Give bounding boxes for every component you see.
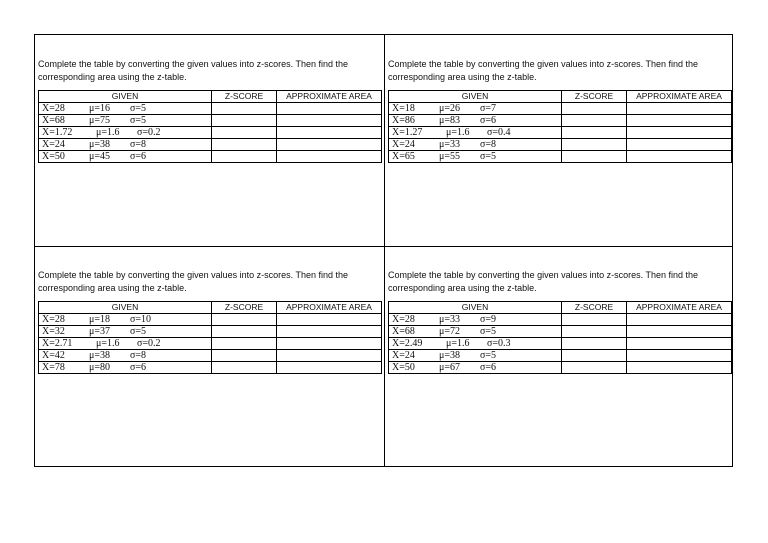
approximate-area-cell[interactable]	[627, 103, 732, 115]
table-row	[389, 326, 732, 338]
given-cell	[389, 127, 562, 139]
sd-value: σ=7	[480, 103, 497, 114]
mean-value: μ=72	[439, 326, 461, 337]
x-value: X=42	[42, 350, 65, 361]
given-cell	[389, 350, 562, 362]
mean-value: μ=1.6	[96, 127, 120, 138]
mean-value: μ=18	[89, 314, 111, 325]
sd-value: σ=6	[130, 362, 147, 373]
instructions: Complete the table by converting the given values into z-scores. Then find the corresponding area using the z-table.	[388, 270, 699, 293]
header-given: GIVEN	[389, 91, 562, 103]
quadrant-bottom-right	[388, 269, 730, 374]
table-row	[39, 338, 382, 350]
x-value: X=28	[392, 314, 415, 325]
z-score-cell[interactable]	[212, 115, 277, 127]
z-score-table	[38, 301, 382, 374]
table-row	[389, 350, 732, 362]
header-approximate-area: APPROXIMATE AREA	[627, 302, 732, 314]
sd-value: σ=5	[130, 326, 147, 337]
table-row	[39, 139, 382, 151]
approximate-area-cell[interactable]	[627, 314, 732, 326]
given-cell	[39, 326, 212, 338]
header-z-score: Z-SCORE	[562, 91, 627, 103]
table-row	[39, 103, 382, 115]
table-header-row	[39, 302, 382, 314]
header-given: GIVEN	[389, 302, 562, 314]
approximate-area-cell[interactable]	[277, 314, 382, 326]
mean-value: μ=33	[439, 139, 461, 150]
mean-value: μ=38	[89, 350, 111, 361]
x-value: X=28	[42, 103, 65, 114]
z-score-cell[interactable]	[562, 338, 627, 350]
mean-value: μ=16	[89, 103, 111, 114]
z-score-cell[interactable]	[562, 326, 627, 338]
sd-value: σ=0.4	[487, 127, 511, 138]
quadrant-top-right	[388, 58, 730, 163]
given-cell	[39, 350, 212, 362]
approximate-area-cell[interactable]	[277, 151, 382, 163]
z-score-table	[388, 90, 732, 163]
horizontal-divider	[35, 246, 732, 247]
mean-value: μ=67	[439, 362, 461, 373]
given-cell	[39, 338, 212, 350]
x-value: X=24	[42, 139, 65, 150]
x-value: X=50	[392, 362, 415, 373]
table-row	[389, 338, 732, 350]
table-row	[39, 115, 382, 127]
sd-value: σ=8	[480, 139, 497, 150]
header-given: GIVEN	[39, 302, 212, 314]
given-cell	[39, 127, 212, 139]
x-value: X=68	[42, 115, 65, 126]
approximate-area-cell[interactable]	[277, 362, 382, 374]
mean-value: μ=38	[439, 350, 461, 361]
header-approximate-area: APPROXIMATE AREA	[277, 302, 382, 314]
approximate-area-cell[interactable]	[277, 115, 382, 127]
x-value: X=1.27	[392, 127, 423, 138]
x-value: X=68	[392, 326, 415, 337]
approximate-area-cell[interactable]	[627, 115, 732, 127]
approximate-area-cell[interactable]	[627, 338, 732, 350]
given-cell	[39, 139, 212, 151]
z-score-cell[interactable]	[212, 314, 277, 326]
table-header-row	[39, 91, 382, 103]
mean-value: μ=83	[439, 115, 461, 126]
table-row	[389, 139, 732, 151]
mean-value: μ=80	[89, 362, 111, 373]
approximate-area-cell[interactable]	[627, 127, 732, 139]
x-value: X=78	[42, 362, 65, 373]
z-score-cell[interactable]	[212, 350, 277, 362]
approximate-area-cell[interactable]	[277, 127, 382, 139]
sd-value: σ=6	[130, 151, 147, 162]
given-cell	[389, 362, 562, 374]
header-given: GIVEN	[39, 91, 212, 103]
given-cell	[389, 115, 562, 127]
quadrant-top-left	[38, 58, 380, 163]
table-row	[389, 103, 732, 115]
approximate-area-cell[interactable]	[277, 326, 382, 338]
table-row	[389, 115, 732, 127]
table-row	[39, 350, 382, 362]
mean-value: μ=55	[439, 151, 461, 162]
sd-value: σ=5	[130, 103, 147, 114]
sd-value: σ=0.2	[137, 338, 161, 349]
instructions: Complete the table by converting the given values into z-scores. Then find the corresponding area using the z-table.	[38, 59, 349, 82]
approximate-area-cell[interactable]	[627, 139, 732, 151]
sd-value: σ=5	[130, 115, 147, 126]
approximate-area-cell[interactable]	[627, 362, 732, 374]
table-row	[389, 362, 732, 374]
mean-value: μ=45	[89, 151, 111, 162]
x-value: X=24	[392, 139, 415, 150]
z-score-cell[interactable]	[562, 127, 627, 139]
header-approximate-area: APPROXIMATE AREA	[277, 91, 382, 103]
table-row	[39, 326, 382, 338]
x-value: X=32	[42, 326, 65, 337]
z-score-table	[388, 301, 732, 374]
z-score-cell[interactable]	[212, 326, 277, 338]
table-row	[39, 362, 382, 374]
x-value: X=1.72	[42, 127, 73, 138]
approximate-area-cell[interactable]	[627, 350, 732, 362]
given-cell	[389, 139, 562, 151]
instructions: Complete the table by converting the given values into z-scores. Then find the corresponding area using the z-table.	[388, 59, 699, 82]
table-header-row	[389, 91, 732, 103]
x-value: X=2.71	[42, 338, 73, 349]
mean-value: μ=1.6	[446, 127, 470, 138]
table-row	[39, 127, 382, 139]
approximate-area-cell[interactable]	[627, 151, 732, 163]
given-cell	[39, 103, 212, 115]
z-score-cell[interactable]	[562, 350, 627, 362]
approximate-area-cell[interactable]	[277, 139, 382, 151]
approximate-area-cell[interactable]	[277, 338, 382, 350]
sd-value: σ=0.3	[487, 338, 511, 349]
mean-value: μ=37	[89, 326, 111, 337]
z-score-cell[interactable]	[212, 362, 277, 374]
header-approximate-area: APPROXIMATE AREA	[627, 91, 732, 103]
given-cell	[389, 151, 562, 163]
mean-value: μ=75	[89, 115, 111, 126]
table-row	[389, 127, 732, 139]
sd-value: σ=8	[130, 139, 147, 150]
approximate-area-cell[interactable]	[627, 326, 732, 338]
given-cell	[389, 103, 562, 115]
x-value: X=50	[42, 151, 65, 162]
mean-value: μ=1.6	[96, 338, 120, 349]
approximate-area-cell[interactable]	[277, 350, 382, 362]
header-z-score: Z-SCORE	[212, 91, 277, 103]
table-header-row	[389, 302, 732, 314]
mean-value: μ=1.6	[446, 338, 470, 349]
given-cell	[39, 115, 212, 127]
z-score-cell[interactable]	[212, 127, 277, 139]
z-score-cell[interactable]	[562, 139, 627, 151]
z-score-cell[interactable]	[562, 151, 627, 163]
header-z-score: Z-SCORE	[562, 302, 627, 314]
mean-value: μ=33	[439, 314, 461, 325]
sd-value: σ=6	[480, 362, 497, 373]
mean-value: μ=26	[439, 103, 461, 114]
approximate-area-cell[interactable]	[277, 103, 382, 115]
given-cell	[39, 362, 212, 374]
given-cell	[389, 326, 562, 338]
z-score-cell[interactable]	[212, 338, 277, 350]
sd-value: σ=5	[480, 151, 497, 162]
z-score-cell[interactable]	[562, 115, 627, 127]
sd-value: σ=10	[130, 314, 152, 325]
x-value: X=86	[392, 115, 415, 126]
z-score-cell[interactable]	[212, 103, 277, 115]
table-row	[39, 151, 382, 163]
sd-value: σ=0.2	[137, 127, 161, 138]
sd-value: σ=5	[480, 326, 497, 337]
x-value: X=18	[392, 103, 415, 114]
x-value: X=24	[392, 350, 415, 361]
x-value: X=65	[392, 151, 415, 162]
given-cell	[389, 314, 562, 326]
x-value: X=28	[42, 314, 65, 325]
mean-value: μ=38	[89, 139, 111, 150]
sd-value: σ=9	[480, 314, 497, 325]
given-cell	[39, 151, 212, 163]
z-score-cell[interactable]	[562, 103, 627, 115]
z-score-cell[interactable]	[562, 314, 627, 326]
table-row	[389, 151, 732, 163]
given-cell	[39, 314, 212, 326]
x-value: X=2.49	[392, 338, 423, 349]
header-z-score: Z-SCORE	[212, 302, 277, 314]
sd-value: σ=5	[480, 350, 497, 361]
table-row	[39, 314, 382, 326]
quadrant-bottom-left	[38, 269, 380, 374]
table-row	[389, 314, 732, 326]
vertical-divider	[384, 35, 385, 466]
z-score-cell[interactable]	[212, 139, 277, 151]
z-score-table	[38, 90, 382, 163]
sd-value: σ=6	[480, 115, 497, 126]
z-score-cell[interactable]	[212, 151, 277, 163]
instructions: Complete the table by converting the given values into z-scores. Then find the corresponding area using the z-table.	[38, 270, 349, 293]
worksheet-sheet	[34, 34, 733, 467]
given-cell	[389, 338, 562, 350]
z-score-cell[interactable]	[562, 362, 627, 374]
sd-value: σ=8	[130, 350, 147, 361]
